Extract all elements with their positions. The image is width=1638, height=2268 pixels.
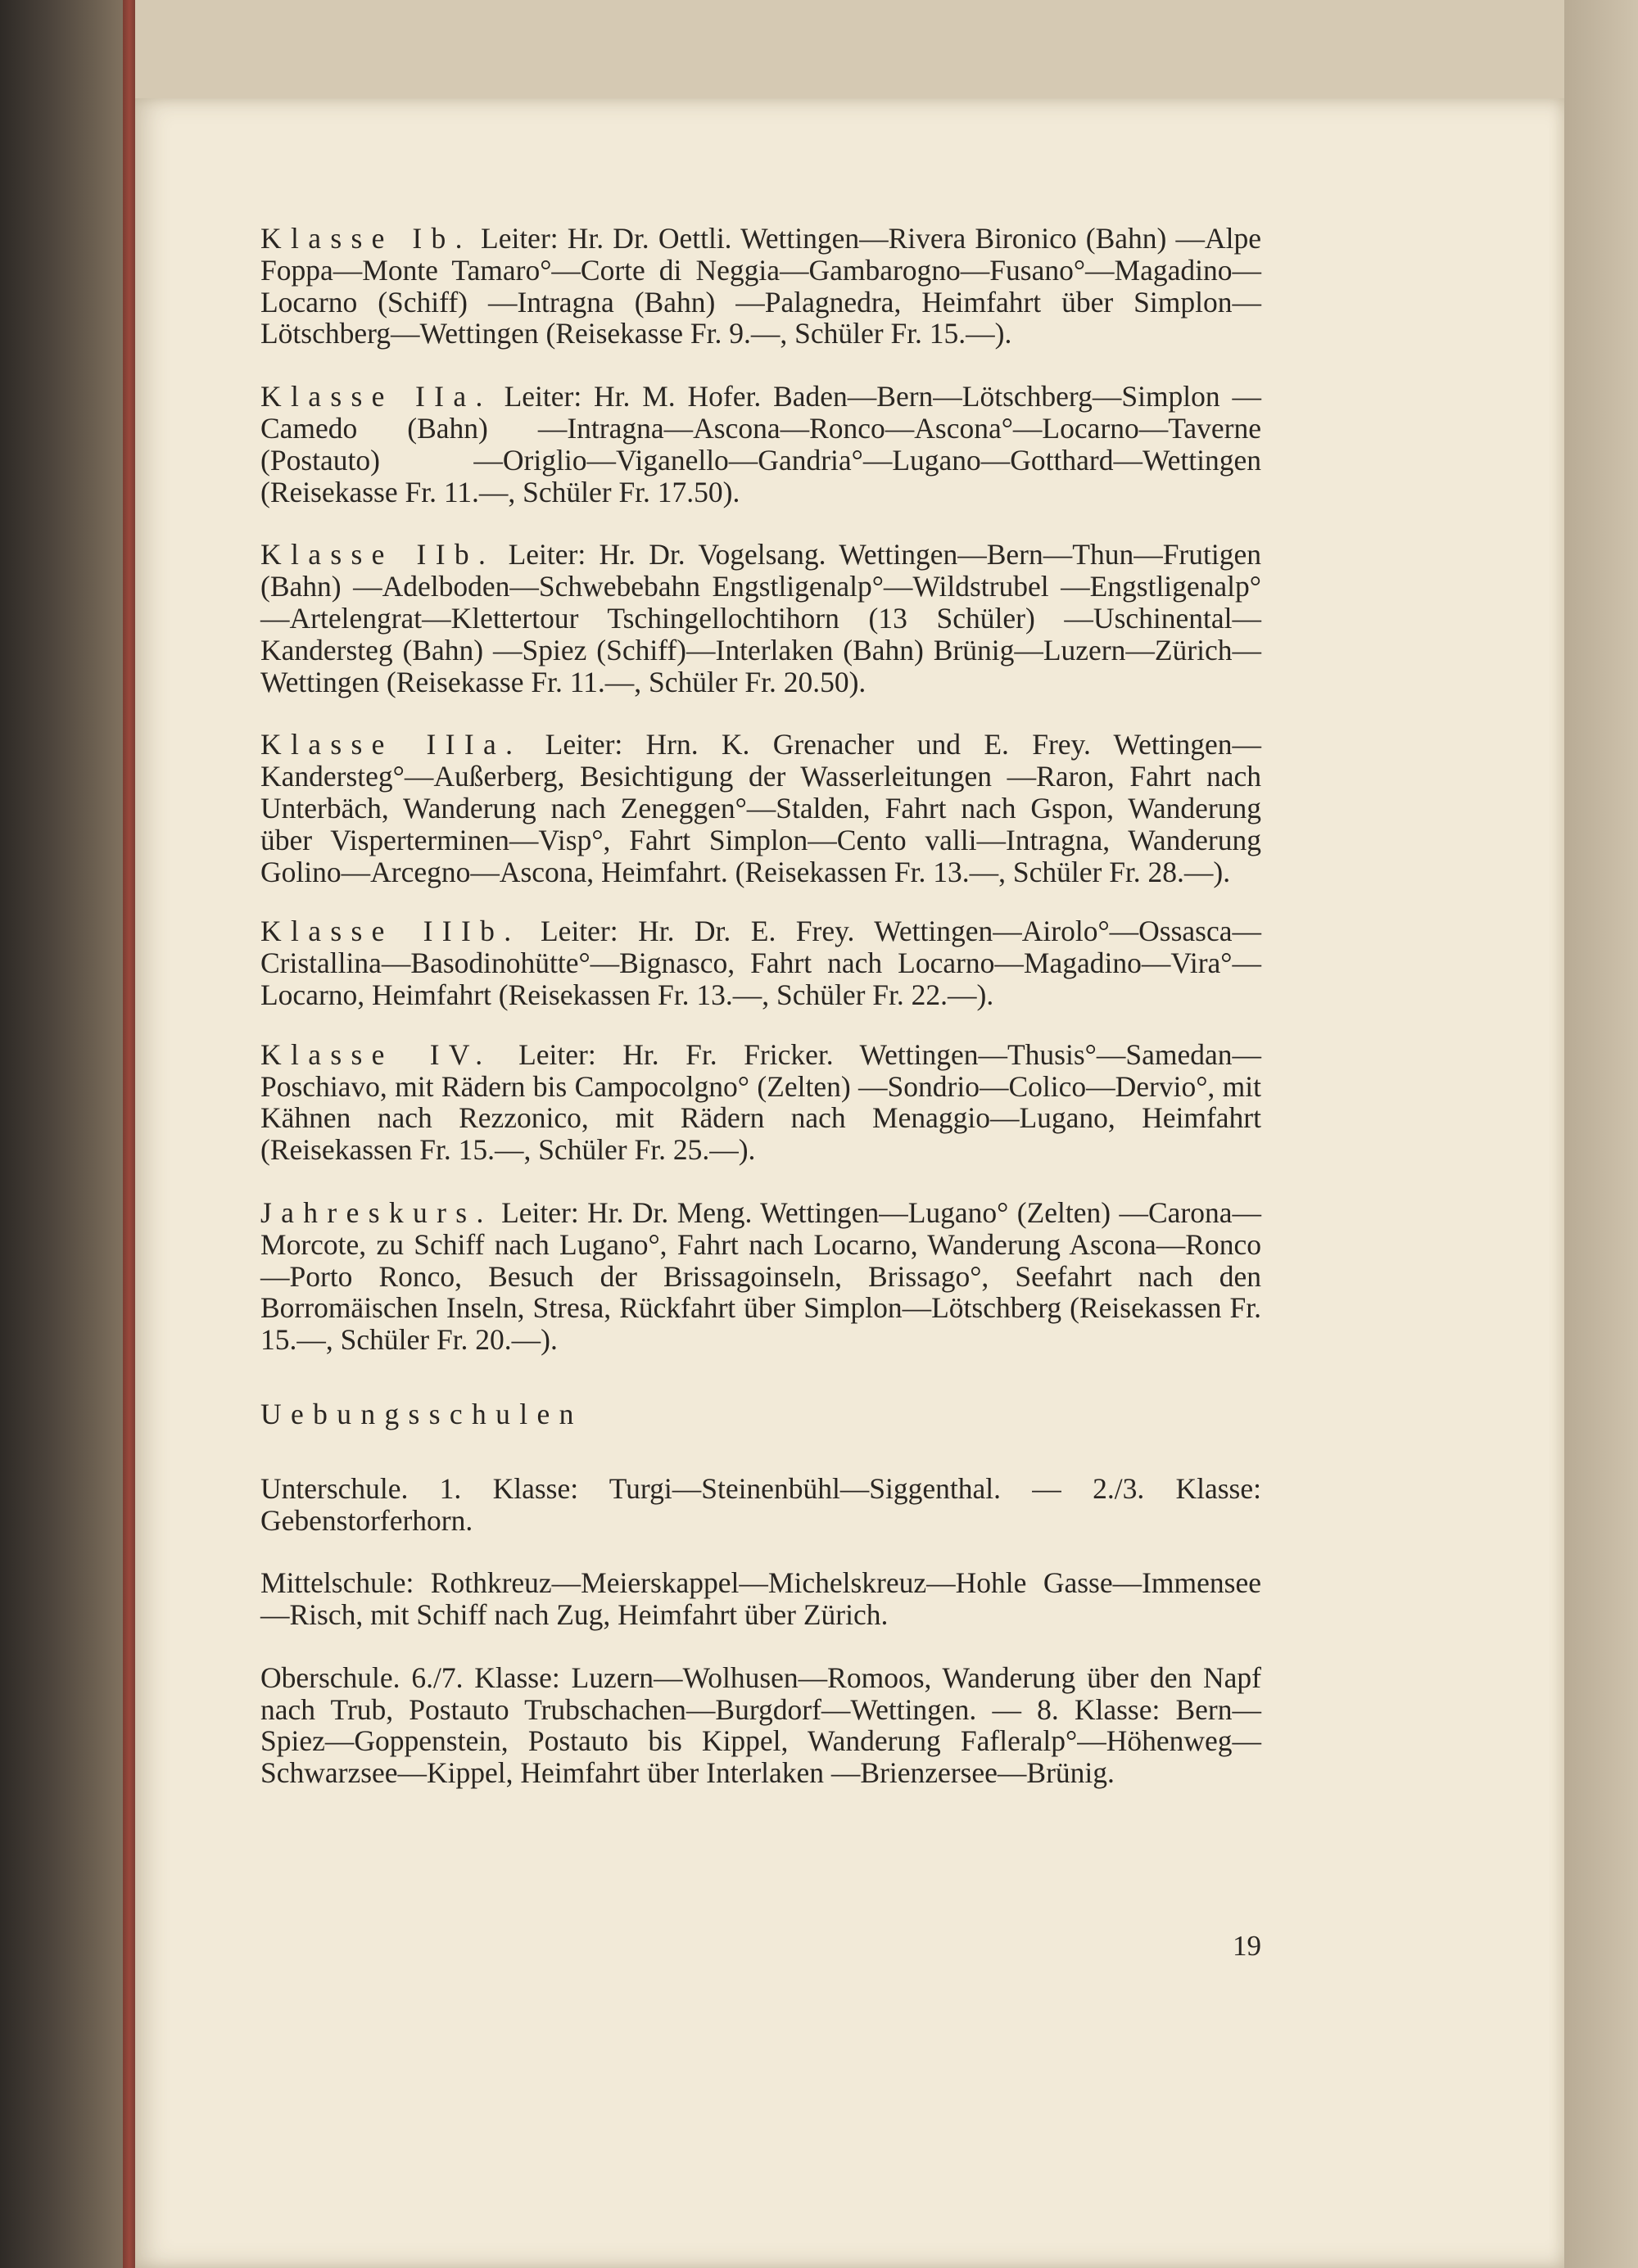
paragraph-body: Leiter: Hr. Dr. Meng. Wettingen—Lugano° (Zelten) —Carona—Morcote, zu Schiff nach Lugano°, Fahrt nach Locarno, Wanderung Ascona—Ronco—Porto Ronco, Besuch der Brissagoinseln, Brissago°, Seefahrt nach den Borromäischen Inseln, Stresa, Rückfahrt über Simplon—Lötschberg (Reisekassen Fr. 15.—, Schüler Fr. 20.—). [260, 1195, 1261, 1357]
book-spine [0, 0, 135, 2268]
paragraph-klasse-ib [260, 223, 1261, 350]
background-top [135, 0, 1564, 98]
class-label: Jahreskurs. [260, 1195, 493, 1229]
class-label: Klasse IIIb. [260, 915, 521, 948]
paragraph-klasse-iib [260, 539, 1261, 698]
paragraph-body: Leiter: Hrn. K. Grenacher und E. Frey. Wettingen—Kandersteg°—Außerberg, Besichtigung der Wasserleitungen —Raron, Fahrt nach Unterbäch, Wanderung nach Zeneggen°—Stalden, Fahrt nach Gspon, Wanderung über Visperterminen—Visp°, Fahrt Simplon—Cento valli—Intragna, Wanderung Golino—Arcegno—Ascona, Heimfahrt. (Reisekassen Fr. 13.—, Schüler Fr. 28.—). [260, 728, 1262, 888]
paragraph-body: Leiter: Hr. Fr. Fricker. Wettingen—Thusis°—Samedan—Poschiavo, mit Rädern bis Campocolgno° (Zelten) —Sondrio—Colico—Dervio°, mit Kähnen nach Rezzonico, mit Rädern nach Menaggio—Lugano, Heimfahrt (Reisekassen Fr. 15.—, Schüler Fr. 25.—). [260, 1037, 1261, 1167]
background-right [1564, 0, 1638, 2268]
paragraph-klasse-iiia [260, 729, 1261, 888]
page-number: 19 [1233, 1930, 1261, 1962]
paragraph-unterschule: Unterschule. 1. Klasse: Turgi—Steinenbühl—Siggenthal. — 2./3. Klasse: Gebenstorferhorn. [260, 1471, 1261, 1537]
paragraph-klasse-iv [260, 1039, 1261, 1166]
class-label: Klasse IV. [260, 1037, 492, 1071]
section-title: Uebungsschulen [260, 1397, 583, 1430]
paragraph-mittelschule: Mittelschule: Rothkreuz—Meierskappel—Michelskreuz—Hohle Gasse—Immensee—Risch, mit Schiff nach Zug, Heimfahrt über Zürich. [260, 1566, 1261, 1632]
paragraph-body: Leiter: Hr. Dr. Vogelsang. Wettingen—Bern—Thun—Frutigen (Bahn) —Adelboden—Schwebebahn Engstligenalp°—Wildstrubel —Engstligenalp°—Artelengrat—Klettertour Tschingellochtihorn (13 Schüler) —Uschinental—Kandersteg (Bahn) —Spiez (Schiff)—Interlaken (Bahn) Brünig—Luzern—Zürich—Wettingen (Reisekasse Fr. 11.—, Schüler Fr. 20.50). [260, 538, 1261, 698]
paragraph-jahreskurs [260, 1197, 1261, 1356]
class-label: Klasse Ib. [260, 222, 472, 255]
paragraph-body: Leiter: Hr. M. Hofer. Baden—Bern—Lötschberg—Simplon —Camedo (Bahn) —Intragna—Ascona—Ronco—Ascona°—Locarno—Taverne (Postauto) —Origlio—Viganello—Gandria°—Lugano—Gotthard—Wettingen (Reisekasse Fr. 11.—, Schüler Fr. 17.50). [260, 380, 1261, 508]
paragraph-oberschule: Oberschule. 6./7. Klasse: Luzern—Wolhusen—Romoos, Wanderung über den Napf nach Trub, Postauto Trubschachen—Burgdorf—Wettingen. — 8. Klasse: Bern—Spiez—Goppenstein, Postauto bis Kippel, Wanderung Fafleralp°—Höhenweg—Schwarzsee—Kippel, Heimfahrt über Interlaken —Brienzersee—Brünig. [260, 1660, 1261, 1790]
page-text [260, 223, 1261, 1820]
paragraph-klasse-iia [260, 381, 1261, 508]
class-label: Klasse IIb. [260, 538, 495, 572]
paragraph-body: Leiter: Hr. Dr. Oettli. Wettingen—Rivera Bironico (Bahn) —Alpe Foppa—Monte Tamaro°—Corte di Neggia—Gambarogno—Fusano°—Magadino—Locarno (Schiff) —Intragna (Bahn) —Palagnedra, Heimfahrt über Simplon—Lötschberg—Wettingen (Reisekasse Fr. 9.—, Schüler Fr. 15.—). [260, 222, 1261, 350]
paragraph-klasse-iiib [260, 915, 1261, 1010]
paragraph-body: Leiter: Hr. Dr. E. Frey. Wettingen—Airolo°—Ossasca—Cristallina—Basodinohütte°—Bignasco, Fahrt nach Locarno—Magadino—Vira°—Locarno, Heimfahrt (Reisekassen Fr. 13.—, Schüler Fr. 22.—). [260, 915, 1261, 1011]
class-label: Klasse IIa. [260, 380, 492, 413]
class-label: Klasse IIIa. [260, 728, 523, 761]
